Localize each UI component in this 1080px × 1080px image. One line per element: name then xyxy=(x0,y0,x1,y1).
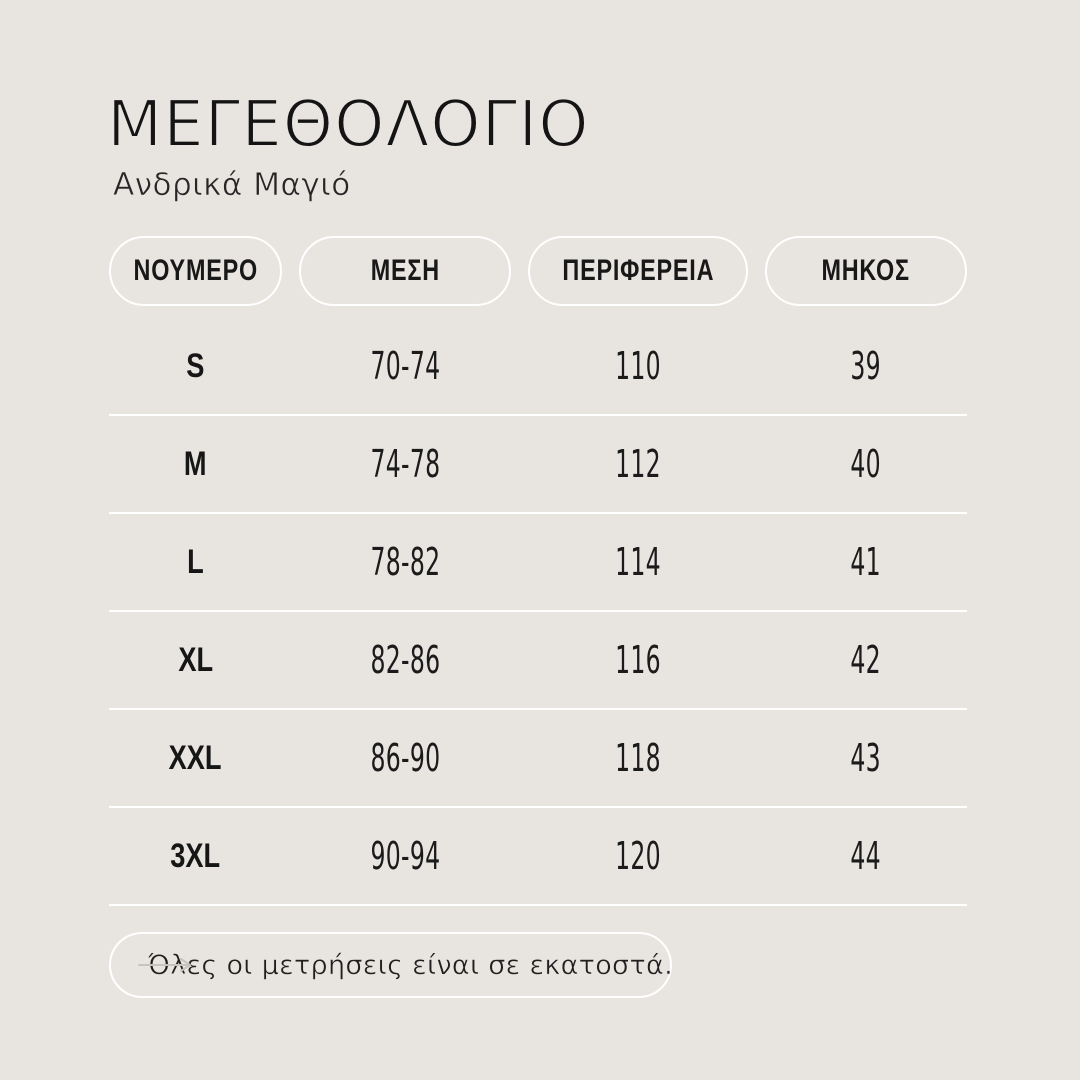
size-label-cell xyxy=(109,543,282,582)
length-value-cell xyxy=(765,442,967,486)
column-header-length xyxy=(765,236,967,306)
circumference-value-cell xyxy=(528,736,748,780)
size-label-cell xyxy=(109,347,282,386)
size-table xyxy=(109,306,967,906)
table-row-s xyxy=(109,306,967,416)
column-header-waist xyxy=(299,236,511,306)
circumference-value-cell xyxy=(528,834,748,878)
size-label-cell xyxy=(109,837,282,876)
measurements-note-text: Όλες οι μετρήσεις είναι σε εκατοστά. xyxy=(148,949,673,981)
waist-value: 86-90 xyxy=(369,736,440,780)
table-row-xxl xyxy=(109,710,967,808)
waist-value: 82-86 xyxy=(369,638,440,682)
length-value-cell xyxy=(765,638,967,682)
size-label-cell xyxy=(109,445,282,484)
size-label-cell xyxy=(109,739,282,778)
circumference-value: 114 xyxy=(615,540,661,584)
waist-value-cell xyxy=(299,344,511,388)
waist-value: 90-94 xyxy=(369,834,440,878)
waist-value-cell xyxy=(299,638,511,682)
size-label: M xyxy=(184,444,207,483)
waist-value-cell xyxy=(299,540,511,584)
waist-value: 78-82 xyxy=(369,540,440,584)
circumference-value: 118 xyxy=(615,736,661,780)
length-value: 42 xyxy=(850,638,882,682)
waist-value-cell xyxy=(299,834,511,878)
size-label: XL xyxy=(178,640,213,679)
size-label: L xyxy=(187,542,204,581)
size-label: 3XL xyxy=(170,836,221,875)
length-value: 40 xyxy=(850,442,882,486)
length-value-cell xyxy=(765,540,967,584)
size-label: S xyxy=(186,346,205,385)
circumference-value-cell xyxy=(528,442,748,486)
length-value-cell xyxy=(765,344,967,388)
waist-value: 74-78 xyxy=(369,442,440,486)
column-header-length-label: ΜΗΚΟΣ xyxy=(821,254,911,287)
length-value-cell xyxy=(765,834,967,878)
circumference-value: 120 xyxy=(615,834,661,878)
table-row-m xyxy=(109,416,967,514)
measurements-note-pill xyxy=(109,932,672,998)
size-label-cell xyxy=(109,641,282,680)
right-arrow-icon xyxy=(137,956,193,974)
table-row-xl xyxy=(109,612,967,710)
column-header-size xyxy=(109,236,282,306)
circumference-value: 112 xyxy=(615,442,661,486)
length-value: 43 xyxy=(850,736,882,780)
column-header-circumference-label: ΠΕΡΙΦΕΡΕΙΑ xyxy=(562,254,714,287)
column-header-size-label: ΝΟΥΜΕΡΟ xyxy=(133,254,258,287)
page-title: ΜΕΓΕΘΟΛΟΓΙΟ xyxy=(107,88,590,162)
circumference-value-cell xyxy=(528,638,748,682)
table-row-3xl xyxy=(109,808,967,906)
length-value: 44 xyxy=(850,834,882,878)
circumference-value-cell xyxy=(528,344,748,388)
page-subtitle: Ανδρικά Μαγιό xyxy=(113,167,351,203)
length-value: 41 xyxy=(850,540,882,584)
circumference-value: 110 xyxy=(615,344,661,388)
table-header-row xyxy=(109,236,967,306)
circumference-value-cell xyxy=(528,540,748,584)
waist-value: 70-74 xyxy=(369,344,440,388)
column-header-circumference xyxy=(528,236,748,306)
size-label: XXL xyxy=(169,738,222,777)
circumference-value: 116 xyxy=(615,638,661,682)
length-value-cell xyxy=(765,736,967,780)
length-value: 39 xyxy=(850,344,882,388)
waist-value-cell xyxy=(299,442,511,486)
table-row-l xyxy=(109,514,967,612)
waist-value-cell xyxy=(299,736,511,780)
column-header-waist-label: ΜΕΣΗ xyxy=(370,254,440,287)
